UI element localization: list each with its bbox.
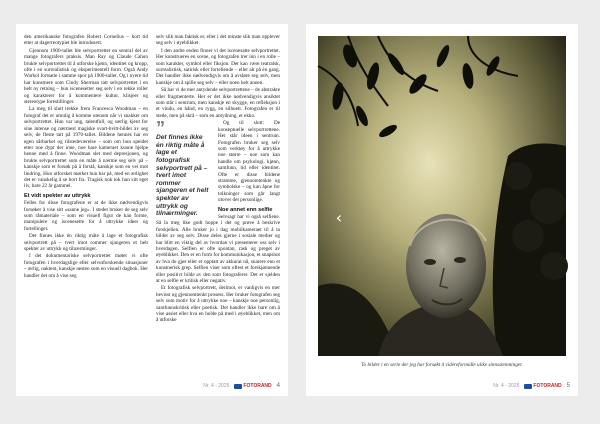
paragraph: Selvsagt har vi også selfiene. Så la meg like godt hoppe i det og prøve å beskrive forskjellen. Alle bruker jo i dag mobilkameraet til å ta bilder av seg selv. Disse deles gjerne i sosiale medier og har blitt en viktig del av hvordan vi presenterer oss selv i hverdagen. Selfien er ofte spontan, rask og preget av øyeblikket. Den er en form for kommunikasjon, et snapshot av hva du gjør eller er opptatt av akkurat nå, snarere enn et kunstnerisk grep. Selfien viser som oftest et forskjønnende eller positivt bilde av den som fotograferer. Det er sjelden at en selfie er kritisk eller negativ. (156, 213, 280, 285)
text-column-1 (24, 34, 148, 280)
previous-image-button[interactable]: ‹ (335, 208, 343, 227)
paragraph: Felles for disse fotografene er at de ikke nødvendigvis forsøker å vise sitt «sanne jeg». I stedet bruker de seg selv som råmateriale – som en visuell figur de kan forme, manipulere og iscenesette for å uttrykke ideer og fortellinger. (24, 200, 148, 232)
quote-mark-icon: ” (156, 118, 165, 139)
paragraph: Og til slutt: De konseptuelle selvportrettene. Her står ideen i sentrum. Fotografen bruker seg selv som verktøy for å uttrykke noe større – noe som kan handle om psykologi, kjønn, samfunn, tid eller identitet. Ofte er disse bildene stramme, gjennomtenkte og symbolske – og kan åpne for tolkninger som går langt utover det personlige. (218, 120, 280, 204)
page-number: 4 (276, 383, 280, 389)
photo-artwork (318, 36, 566, 356)
left-page (16, 24, 288, 396)
page-footer (160, 382, 280, 390)
paragraph: Så har vi de mer antydende selvportrettene – de abstrakte eller fragmenterte. Her er det ikke nødvendigvis ansiktet som står i sentrum, men kanskje en skygge, en refleksjon i et vindu, en hånd, en rygg, en silhuett. Fotografen er til stede, men på skrå – som en antydning, et ekko. (156, 87, 280, 119)
magazine-logo (524, 383, 561, 389)
magazine-logo (234, 383, 271, 389)
paragraph: Gjennom 1900-tallet ble selvportrettet en sentral del av mange fotografers praksis. Man Ray og Claude Cahun brukte selvportrettet til å utforske kjønn, identitet og kropp, ofte i en surrealistisk og eksperimentell form. Også Andy Warhol fortsatte i samme spor på 1900-tallet. Og i nyere tid har kunstnere som Cindy Sherman tatt selvportrettet i en helt ny retning – hun iscenesetter seg selv i en rekke roller og karakterer for å kommentere kultur, klisjeer og stereotype forestillinger. (24, 47, 148, 106)
paragraph: Det finnes ikke én riktig måte å lage et fotografisk selvportrett på – tvert imot rommer sjangeren et helt spekter av uttrykk og tilnærminger. (24, 233, 148, 252)
photo-caption: To bilder i en serie der jeg har forsøkt å videreformidle ulike sinnsstemninger. (361, 362, 523, 368)
pull-quote-text: Det finnes ikke én riktig måte å lage et fotografisk selvportrett på – tvert imot rommer sjangeren et helt spekter av uttrykk og tilnærminger. (156, 134, 209, 218)
logo-text: FOTORAND (533, 383, 562, 389)
self-portrait-photo (318, 36, 573, 356)
next-image-button[interactable]: › (565, 208, 573, 227)
logo-mark-icon (524, 384, 532, 389)
logo-mark-icon (234, 384, 242, 389)
pull-quote (156, 118, 212, 218)
issue-label: Nr. 4 - 2025 (493, 383, 520, 389)
page-footer (450, 382, 570, 390)
paragraph: selv slik man faktisk er, eller i det minste slik man opplever seg selv i øyeblikket. (156, 34, 280, 47)
paragraph: I det dokumentariske selvportrettet møter vi ofte fotografen i hverdagslige eller selvutforskende situasjoner – ærlig, naktent, kanskje nesten som en visuell dagbok. Her handler det om å vise seg (24, 253, 148, 279)
section-heading: Noe annet enn selfie (218, 206, 273, 213)
paragraph: I den andre enden finner vi det iscenesatte selvportrettet. Her konstrueres en scene, og fotografen trer inn i en rolle – som karakter, symbol eller fiksjon. Det kan være teatralsk, surrealistisk, satirisk eller fortellende – eller alt på én gang. Det handler ikke nødvendigvis om å avsløre seg selv, men kanskje om å spille seg selv – eller noen helt annen. (156, 47, 280, 86)
right-page (306, 24, 578, 396)
page-number: 5 (566, 383, 570, 389)
logo-text: FOTORAND (243, 383, 272, 389)
section-heading: Et vidt spekter av uttrykk (24, 192, 91, 199)
issue-label: Nr. 4 - 2025 (203, 383, 230, 389)
paragraph: La meg til slutt trekke frem Francesca Woodman – en fotograf det er umulig å komme utenom når vi snakker om selvportrettet. Hun var ung, talentfull, og særlig kjent for sine intense og nærmest magiske svart-hvitt-bilder av seg selv, de fleste tatt på 1970-tallet. Bildene hennes har en egen sårbarhet og tilstedeværelse – som om hun speidet etter noe dypt der inne, noe bare kameraet kunne hjelpe henne med å finne. Woodman slet med depresjonen, og brukte selvportrettet som en måte å nærme seg selv på – kanskje som et forsøk på å forstå, kanskje som en vei mot lindring. Hun utforsket mørket hun bar på, med en ærlighet det er vanskelig å se bort fra. Tragisk nok tok hun sitt eget liv, bare 22 år gammel. (24, 106, 148, 190)
paragraph: Et fotografisk selvportrett, derimot, er vanligvis en mer bevisst og gjennomtenkt prosess. Her bruker fotografen seg selv som motiv for å uttrykke noe – kanskje noe personlig, samfunnskritisk eller poetisk. Det handler ikke bare om å vise assiet eller hva en holde på med i øyeblikket, men om å utforske (156, 285, 280, 324)
paragraph: den amerikanske fotografen Robert Cornelius – kort tid etter at dagerreotypiet ble introdusert. (24, 34, 148, 47)
text-column-2 (156, 34, 280, 325)
